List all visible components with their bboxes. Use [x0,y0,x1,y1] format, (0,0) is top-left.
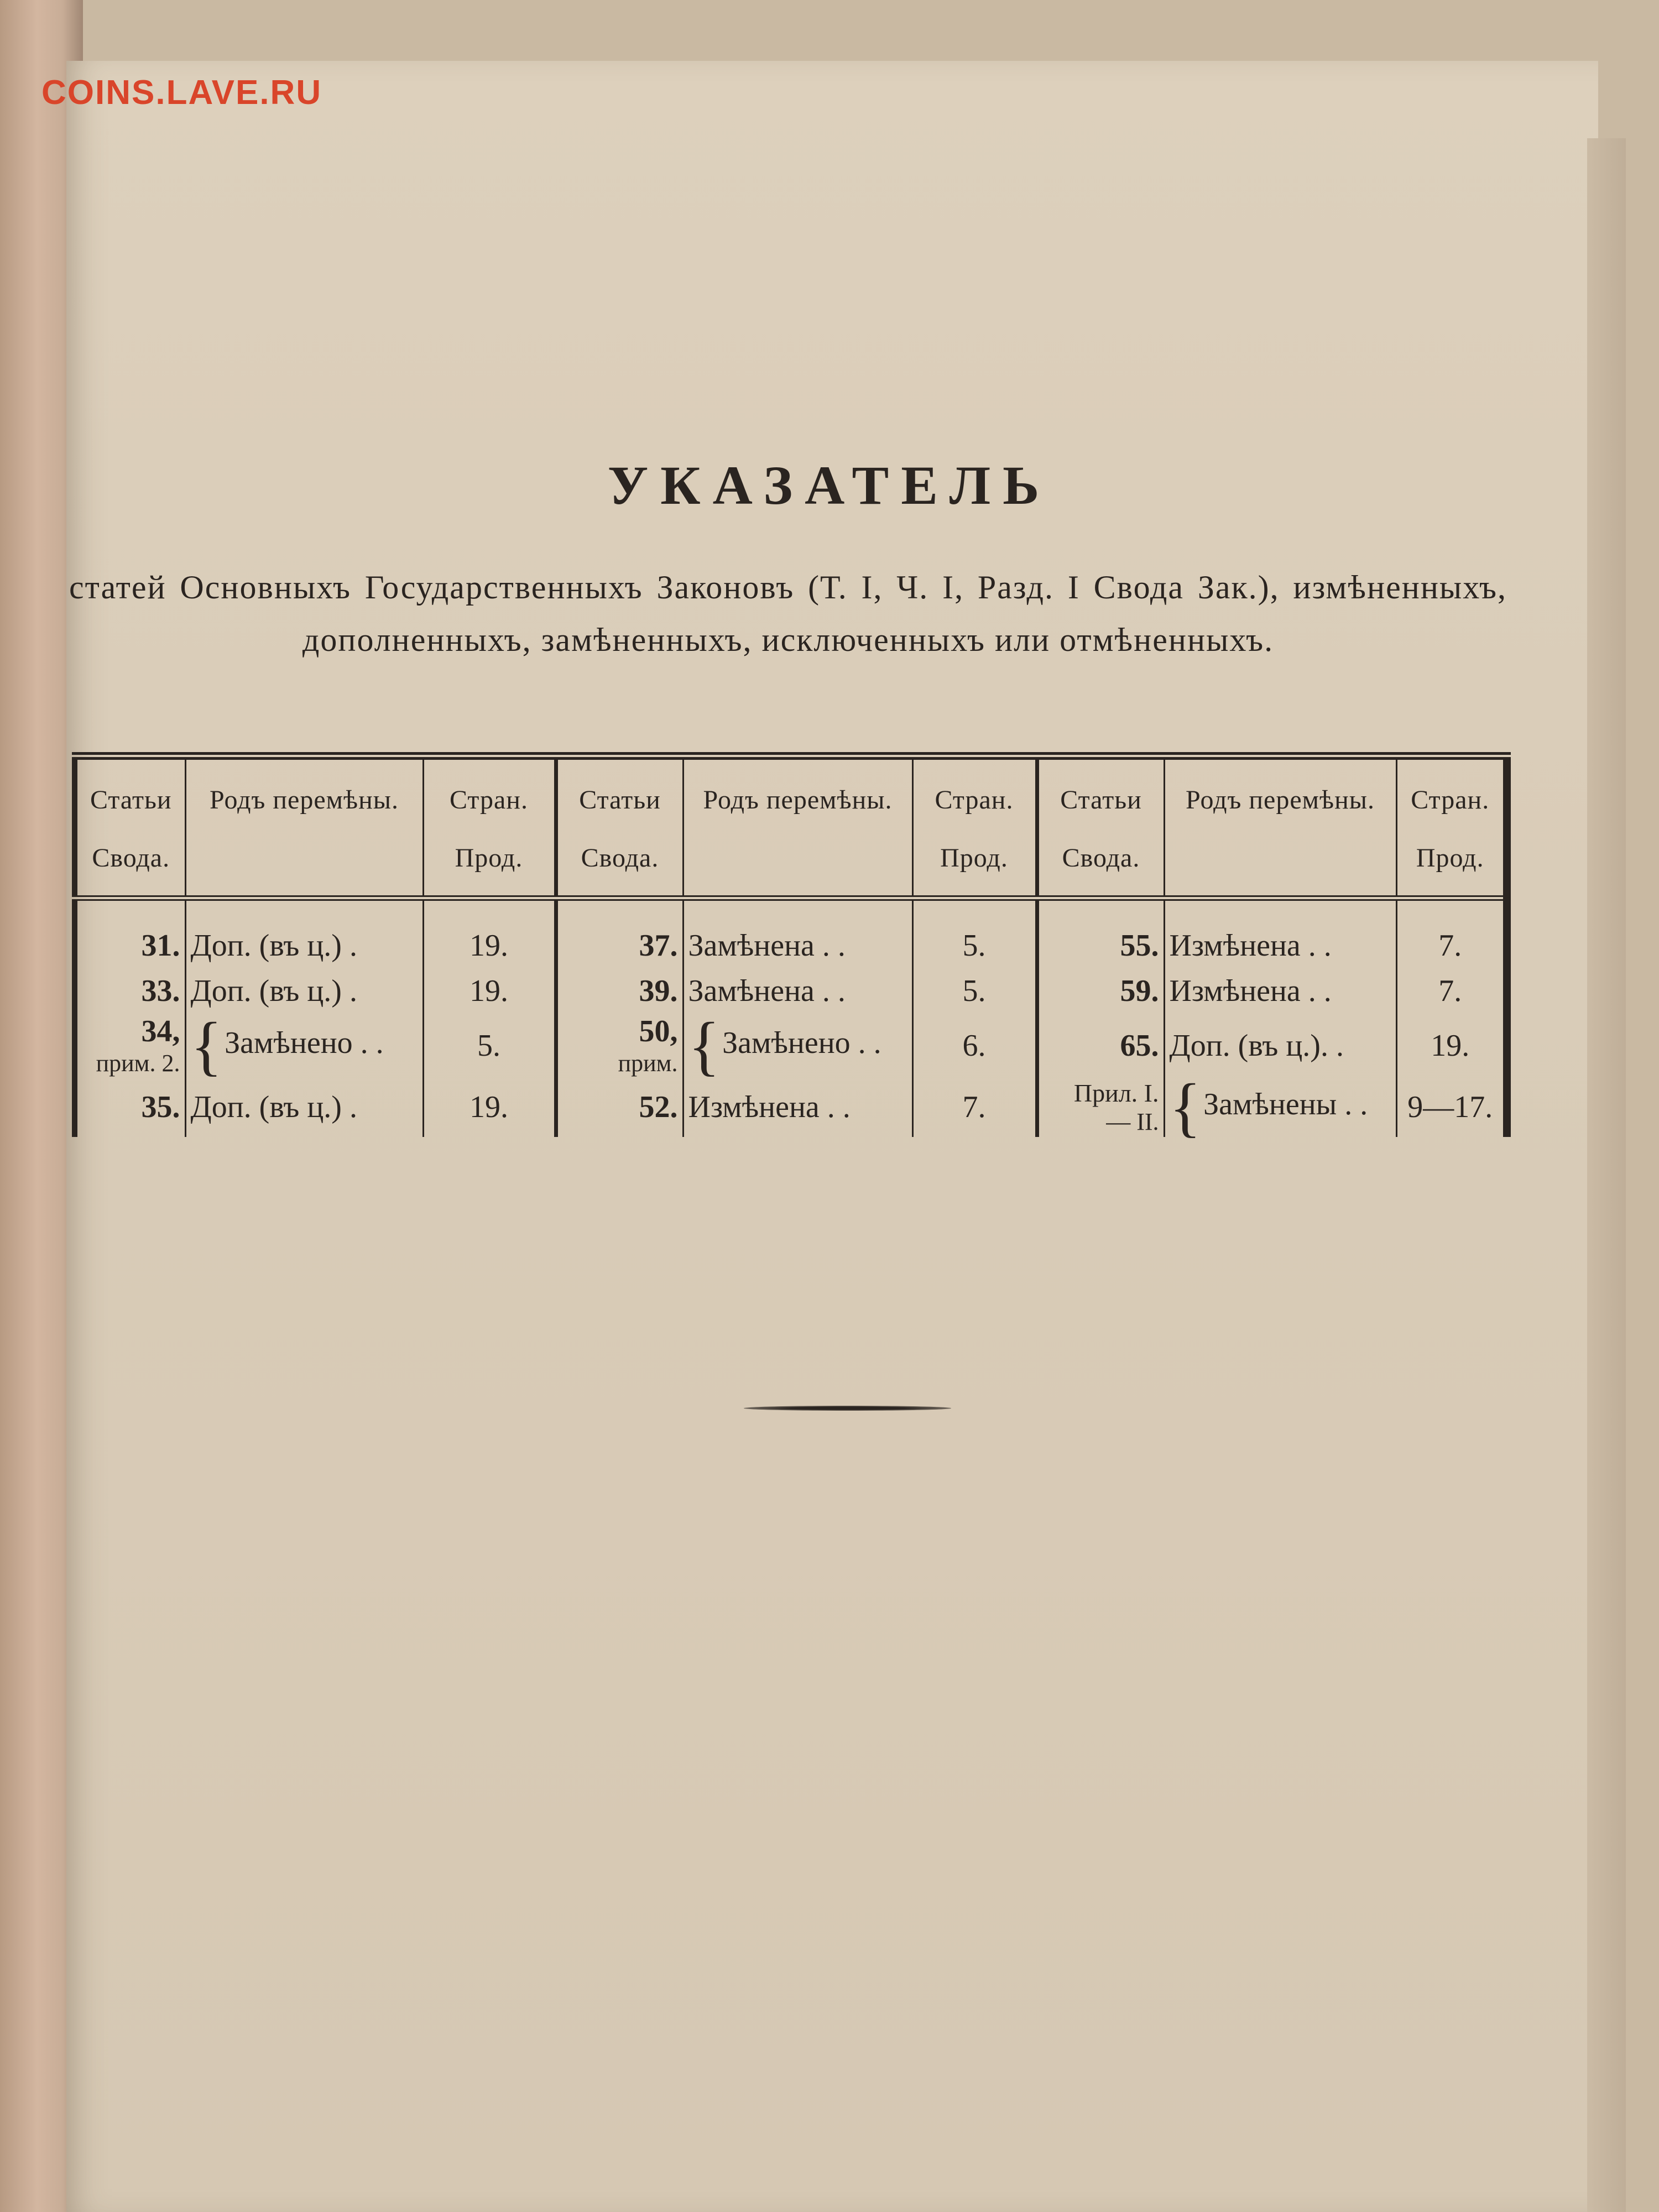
change-kind-cell [683,1008,912,1082]
article-note: — II. [1106,1108,1159,1135]
page-cell: 5. [912,898,1037,968]
table-row [75,1014,1507,1077]
change-kind-text: Замѣнено . . [225,1025,384,1060]
article-cell: 52. [556,1077,683,1137]
change-kind-cell: Доп. (въ ц.) . [185,898,423,968]
page-cell: 5. [423,1014,556,1077]
header-page: Стран. Прод. [912,756,1037,898]
change-kind-cell [185,1008,423,1082]
table-body [75,898,1507,1144]
change-kind-cell: Доп. (въ ц.). . [1164,1014,1396,1077]
article-cell [1037,1077,1164,1137]
page-cell: 19. [423,898,556,968]
header-kind: Родъ перемѣны. [1164,756,1396,898]
page-edge [1587,138,1626,2212]
brace-icon: { [688,1008,721,1082]
brace-icon: { [1169,1070,1202,1144]
change-kind-text: Замѣнено . . [722,1025,881,1060]
header-page: Стран. Прод. [423,756,556,898]
article-cell: 59. [1037,968,1164,1014]
divider-rule [744,1406,951,1411]
change-kind-cell: Доп. (въ ц.) . [185,968,423,1014]
table-row [75,1077,1507,1137]
article-cell: 31. [75,898,185,968]
page-cell: 7. [912,1077,1037,1137]
change-kind-cell [1164,1070,1396,1144]
article-cell [75,1014,185,1077]
page-cell: 9—17. [1396,1077,1507,1137]
table-row [75,968,1507,1014]
article-number: 50, [639,1014,678,1048]
article-cell: 55. [1037,898,1164,968]
header-page: Стран. Прод. [1396,756,1507,898]
article-number: 34, [141,1014,180,1048]
brace-icon: { [190,1008,223,1082]
page-title: УКАЗАТЕЛЬ [607,455,1052,516]
change-kind-cell: Доп. (въ ц.) . [185,1077,423,1137]
header-kind: Родъ перемѣны. [683,756,912,898]
change-kind-cell: Измѣнена . . [1164,968,1396,1014]
article-number: Прил. I. [1073,1079,1159,1107]
article-note: прим. 2. [96,1050,180,1077]
page-cell: 19. [423,968,556,1014]
article-note: прим. [618,1050,678,1077]
page-cell: 7. [1396,968,1507,1014]
article-cell: 39. [556,968,683,1014]
page-subtitle: статей Основныхъ Государственныхъ Законовъ (Т. I, Ч. I, Разд. I Свода Зак.), измѣненныхъ, дополненныхъ, замѣненныхъ, исключенныхъ или отмѣненныхъ. [69,569,1507,658]
index-table [72,752,1511,1144]
header-articles: Статьи Свода. [75,756,185,898]
header-articles: Статьи Свода. [1037,756,1164,898]
change-kind-cell: Измѣнена . . [683,1077,912,1137]
header-articles: Статьи Свода. [556,756,683,898]
article-cell: 37. [556,898,683,968]
page-cell: 7. [1396,898,1507,968]
change-kind-cell: Замѣнена . . [683,968,912,1014]
table-header-row [75,756,1507,898]
change-kind-cell: Замѣнена . . [683,898,912,968]
change-kind-cell: Измѣнена . . [1164,898,1396,968]
header-kind: Родъ перемѣны. [185,756,423,898]
article-cell: 33. [75,968,185,1014]
page-cell: 5. [912,968,1037,1014]
page-cell: 19. [1396,1014,1507,1077]
article-cell [556,1014,683,1077]
article-cell: 35. [75,1077,185,1137]
article-cell: 65. [1037,1014,1164,1077]
page-cell: 19. [423,1077,556,1137]
page-cell: 6. [912,1014,1037,1077]
table-row [75,898,1507,968]
change-kind-text: Замѣнены . . [1203,1087,1368,1121]
watermark: COINS.LAVE.RU [41,74,322,112]
